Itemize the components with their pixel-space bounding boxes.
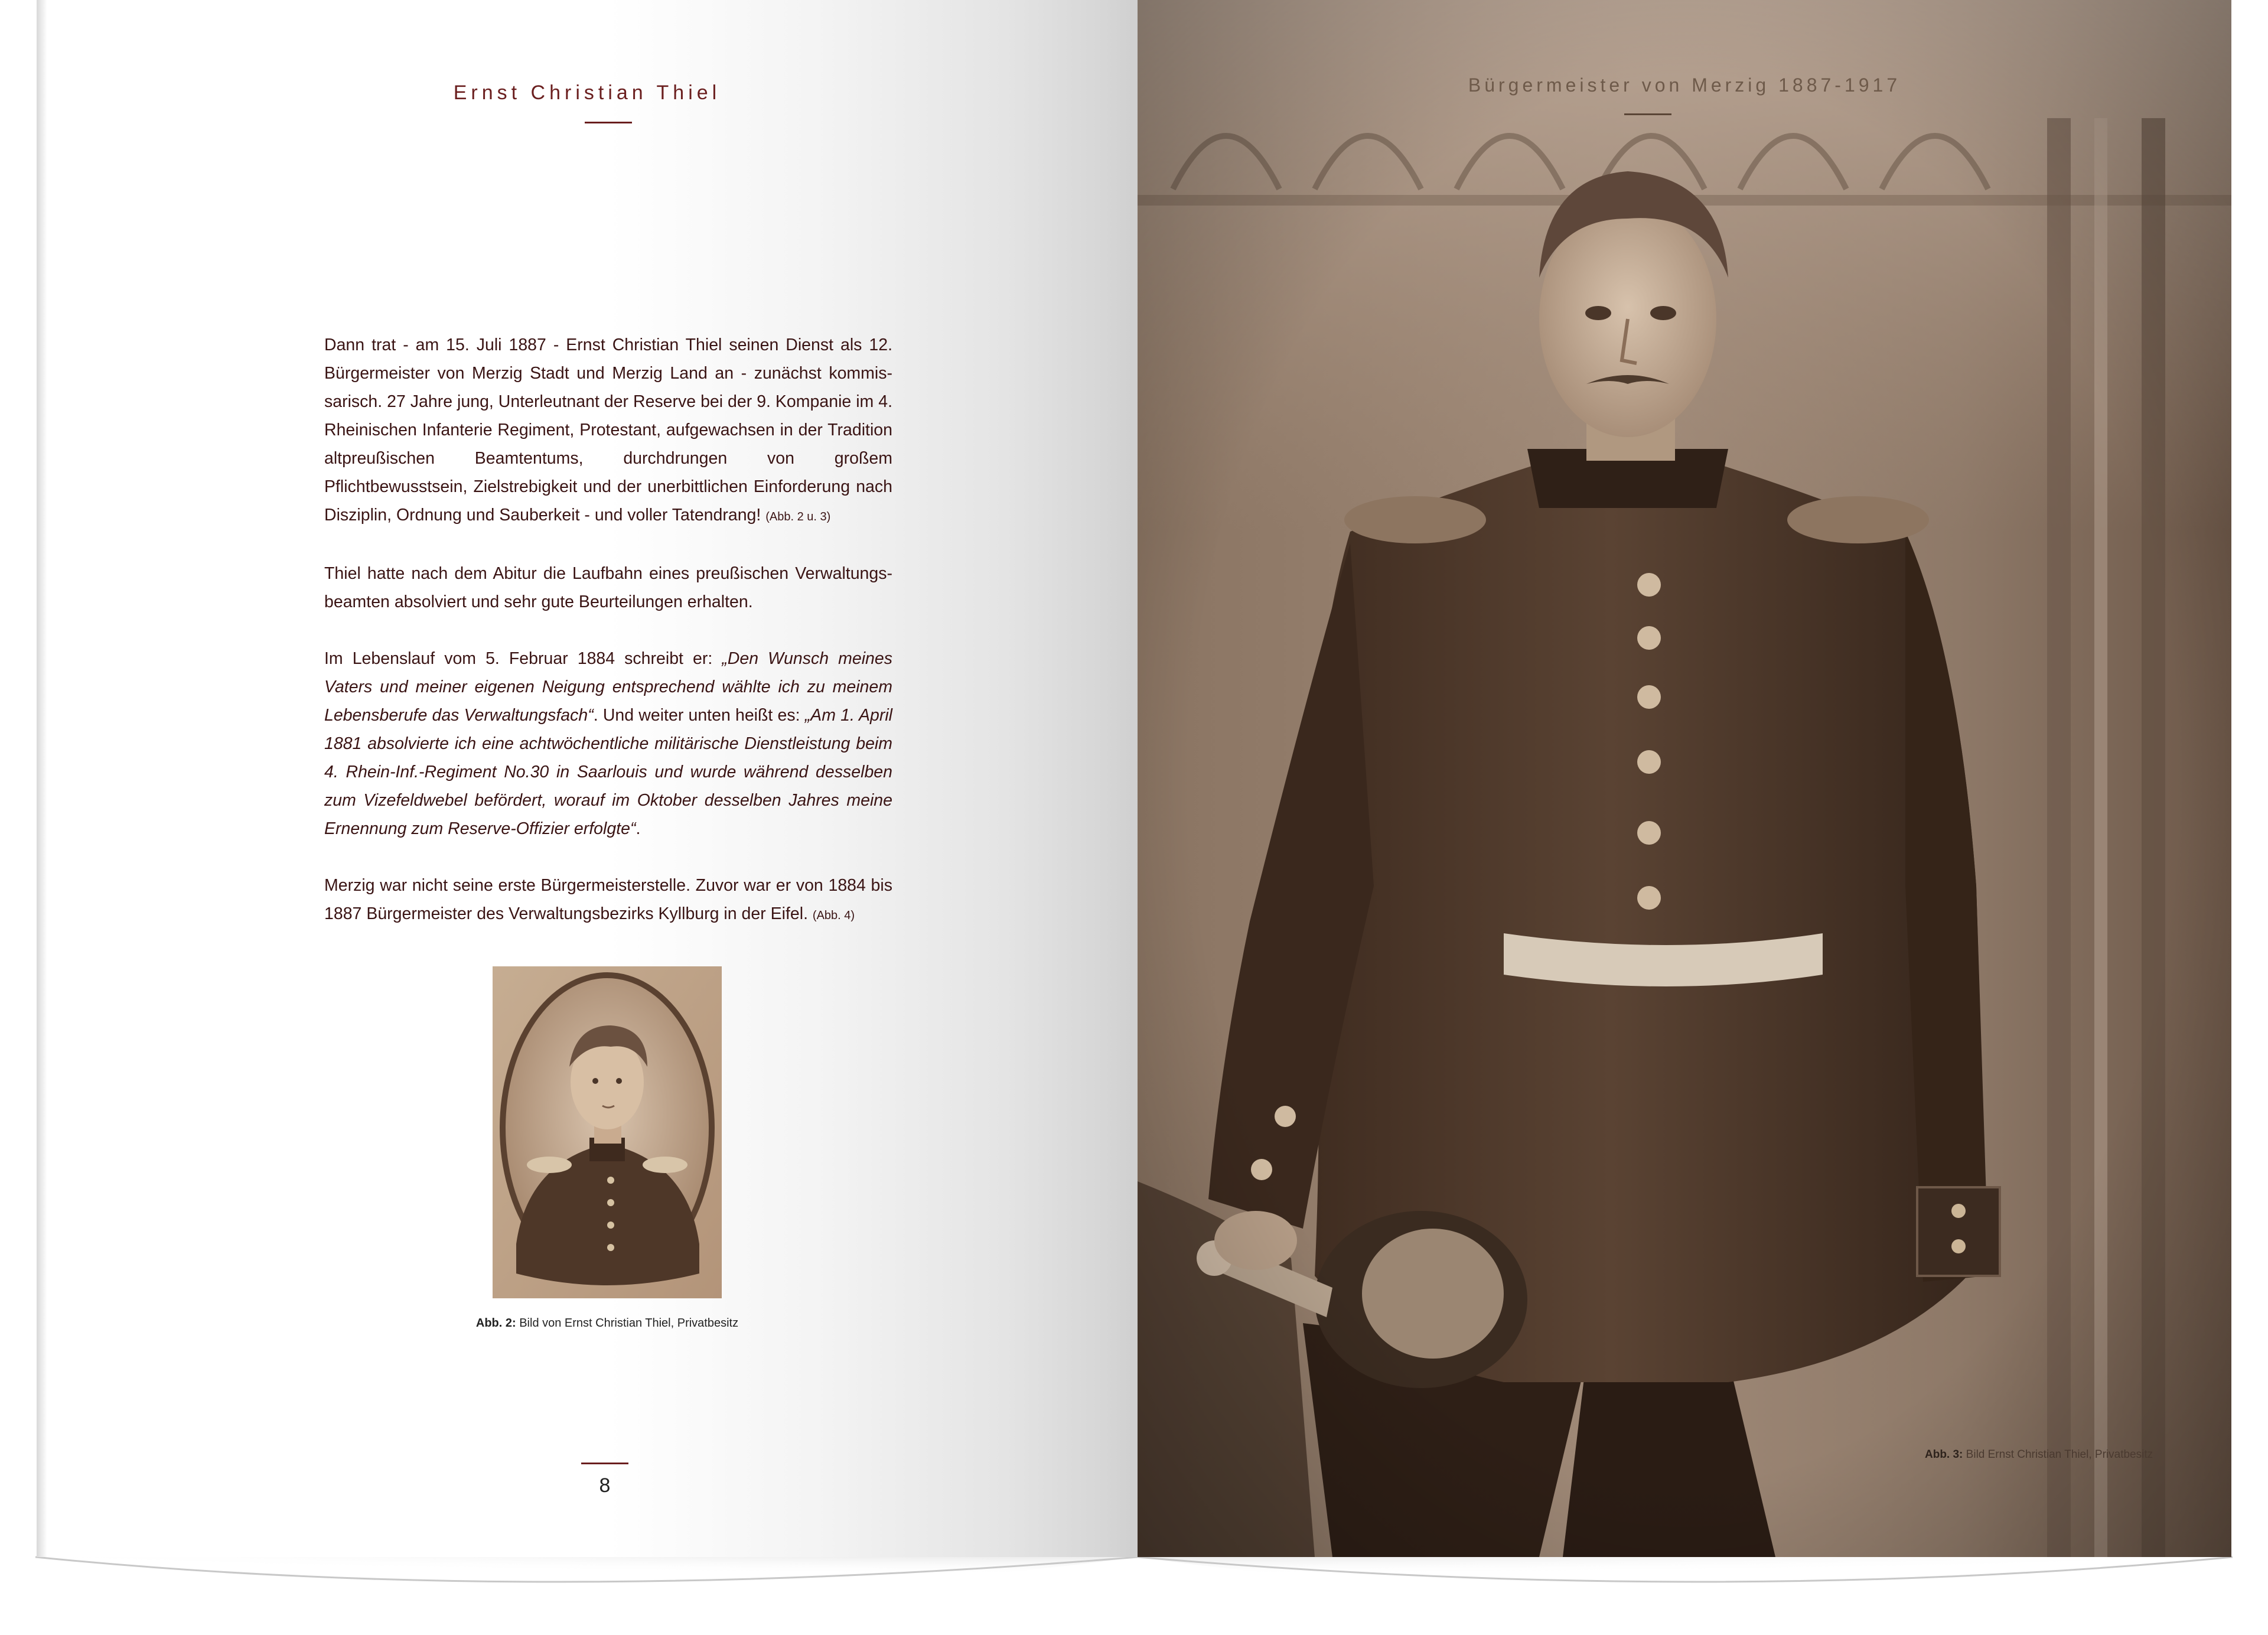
running-title-left-text: Ernst Christian Thiel: [453, 82, 721, 104]
figure-2-portrait: [493, 966, 722, 1298]
figure-3-label: Abb. 3:: [1925, 1448, 1963, 1461]
paragraph-3-end: .: [636, 819, 641, 838]
paragraph-2-text: Thiel hatte nach dem Abitur die Laufbahn eines preußischen Verwaltungs-beamten absolviert und sehr gute Beurteilungen erhalten.: [324, 564, 892, 611]
paragraph-1: [324, 331, 892, 531]
reference-abb-4: (Abb. 4): [812, 909, 855, 922]
title-divider-left: [585, 122, 632, 123]
right-page: [1138, 0, 2231, 1557]
quote-1: „Den Wunsch meines Vaters und meiner eigenen Neigung entsprechend wählte ich zu meinem Lebensberufe das Verwaltungsfach“: [324, 649, 892, 725]
paragraph-4: [324, 871, 892, 930]
paragraph-3: [324, 644, 892, 843]
running-title-left: [37, 82, 1138, 105]
body-text: [324, 331, 892, 958]
paragraph-1-text: Dann trat - am 15. Juli 1887 - Ernst Christian Thiel seinen Dienst als 12. Bürgermeister von Merzig Stadt und Merzig Land an - zunächst kommis-sarisch. 27 Jahre jung, Unterleutnant der Reserve bei der 9. Kompanie im 4. Rheinischen Infanterie Regiment, Protestant, aufgewachsen in der Tradition altpreußischen Beamtentums, durchdrungen von großem Pflichtbewusstsein, Zielstrebigkeit und der unerbittlichen Einforderung nach Disziplin, Ordnung und Sauberkeit - und voller Tatendrang!: [324, 336, 892, 525]
paragraph-2: [324, 559, 892, 616]
figure-3-caption-text: Bild Ernst Christian Thiel, Privatbesitz: [1963, 1448, 2153, 1461]
title-divider-right: [1624, 113, 1671, 115]
running-title-right: Bürgermeister von Merzig 1887-1917: [1468, 74, 1901, 96]
figure-2-label: Abb. 2:: [475, 1317, 516, 1330]
quote-2: „Am 1. April 1881 absolvierte ich eine achtwöchentliche militärische Dienstleistung beim 4. Rhein-Inf.-Regiment No.30 in Saarlouis und wurde während desselben zum Vizefeldwebel befördert, worauf im Oktober desselben Jahres meine Ernennung zum Reserve-Offizier erfolgte“: [324, 706, 892, 838]
paragraph-3-mid: . Und weiter unten heißt es:: [593, 706, 805, 725]
reference-abb-2-3: (Abb. 2 u. 3): [765, 510, 831, 523]
page-number-divider: [581, 1463, 628, 1464]
figure-3-photograph: [1138, 0, 2231, 1557]
page-number: 8: [599, 1474, 611, 1497]
paragraph-4-text: Merzig war nicht seine erste Bürgermeisterstelle. Zuvor war er von 1884 bis 1887 Bürgermeister des Verwaltungsbezirks Kyllburg in der Eifel.: [324, 876, 892, 923]
left-page: [37, 0, 1138, 1557]
figure-2-caption: [403, 1317, 812, 1330]
paragraph-3-intro: Im Lebenslauf vom 5. Februar 1884 schreibt er:: [324, 649, 722, 668]
figure-3-caption: [1925, 1448, 2231, 1461]
figure-2-caption-text: Bild von Ernst Christian Thiel, Privatbesitz: [516, 1317, 739, 1330]
